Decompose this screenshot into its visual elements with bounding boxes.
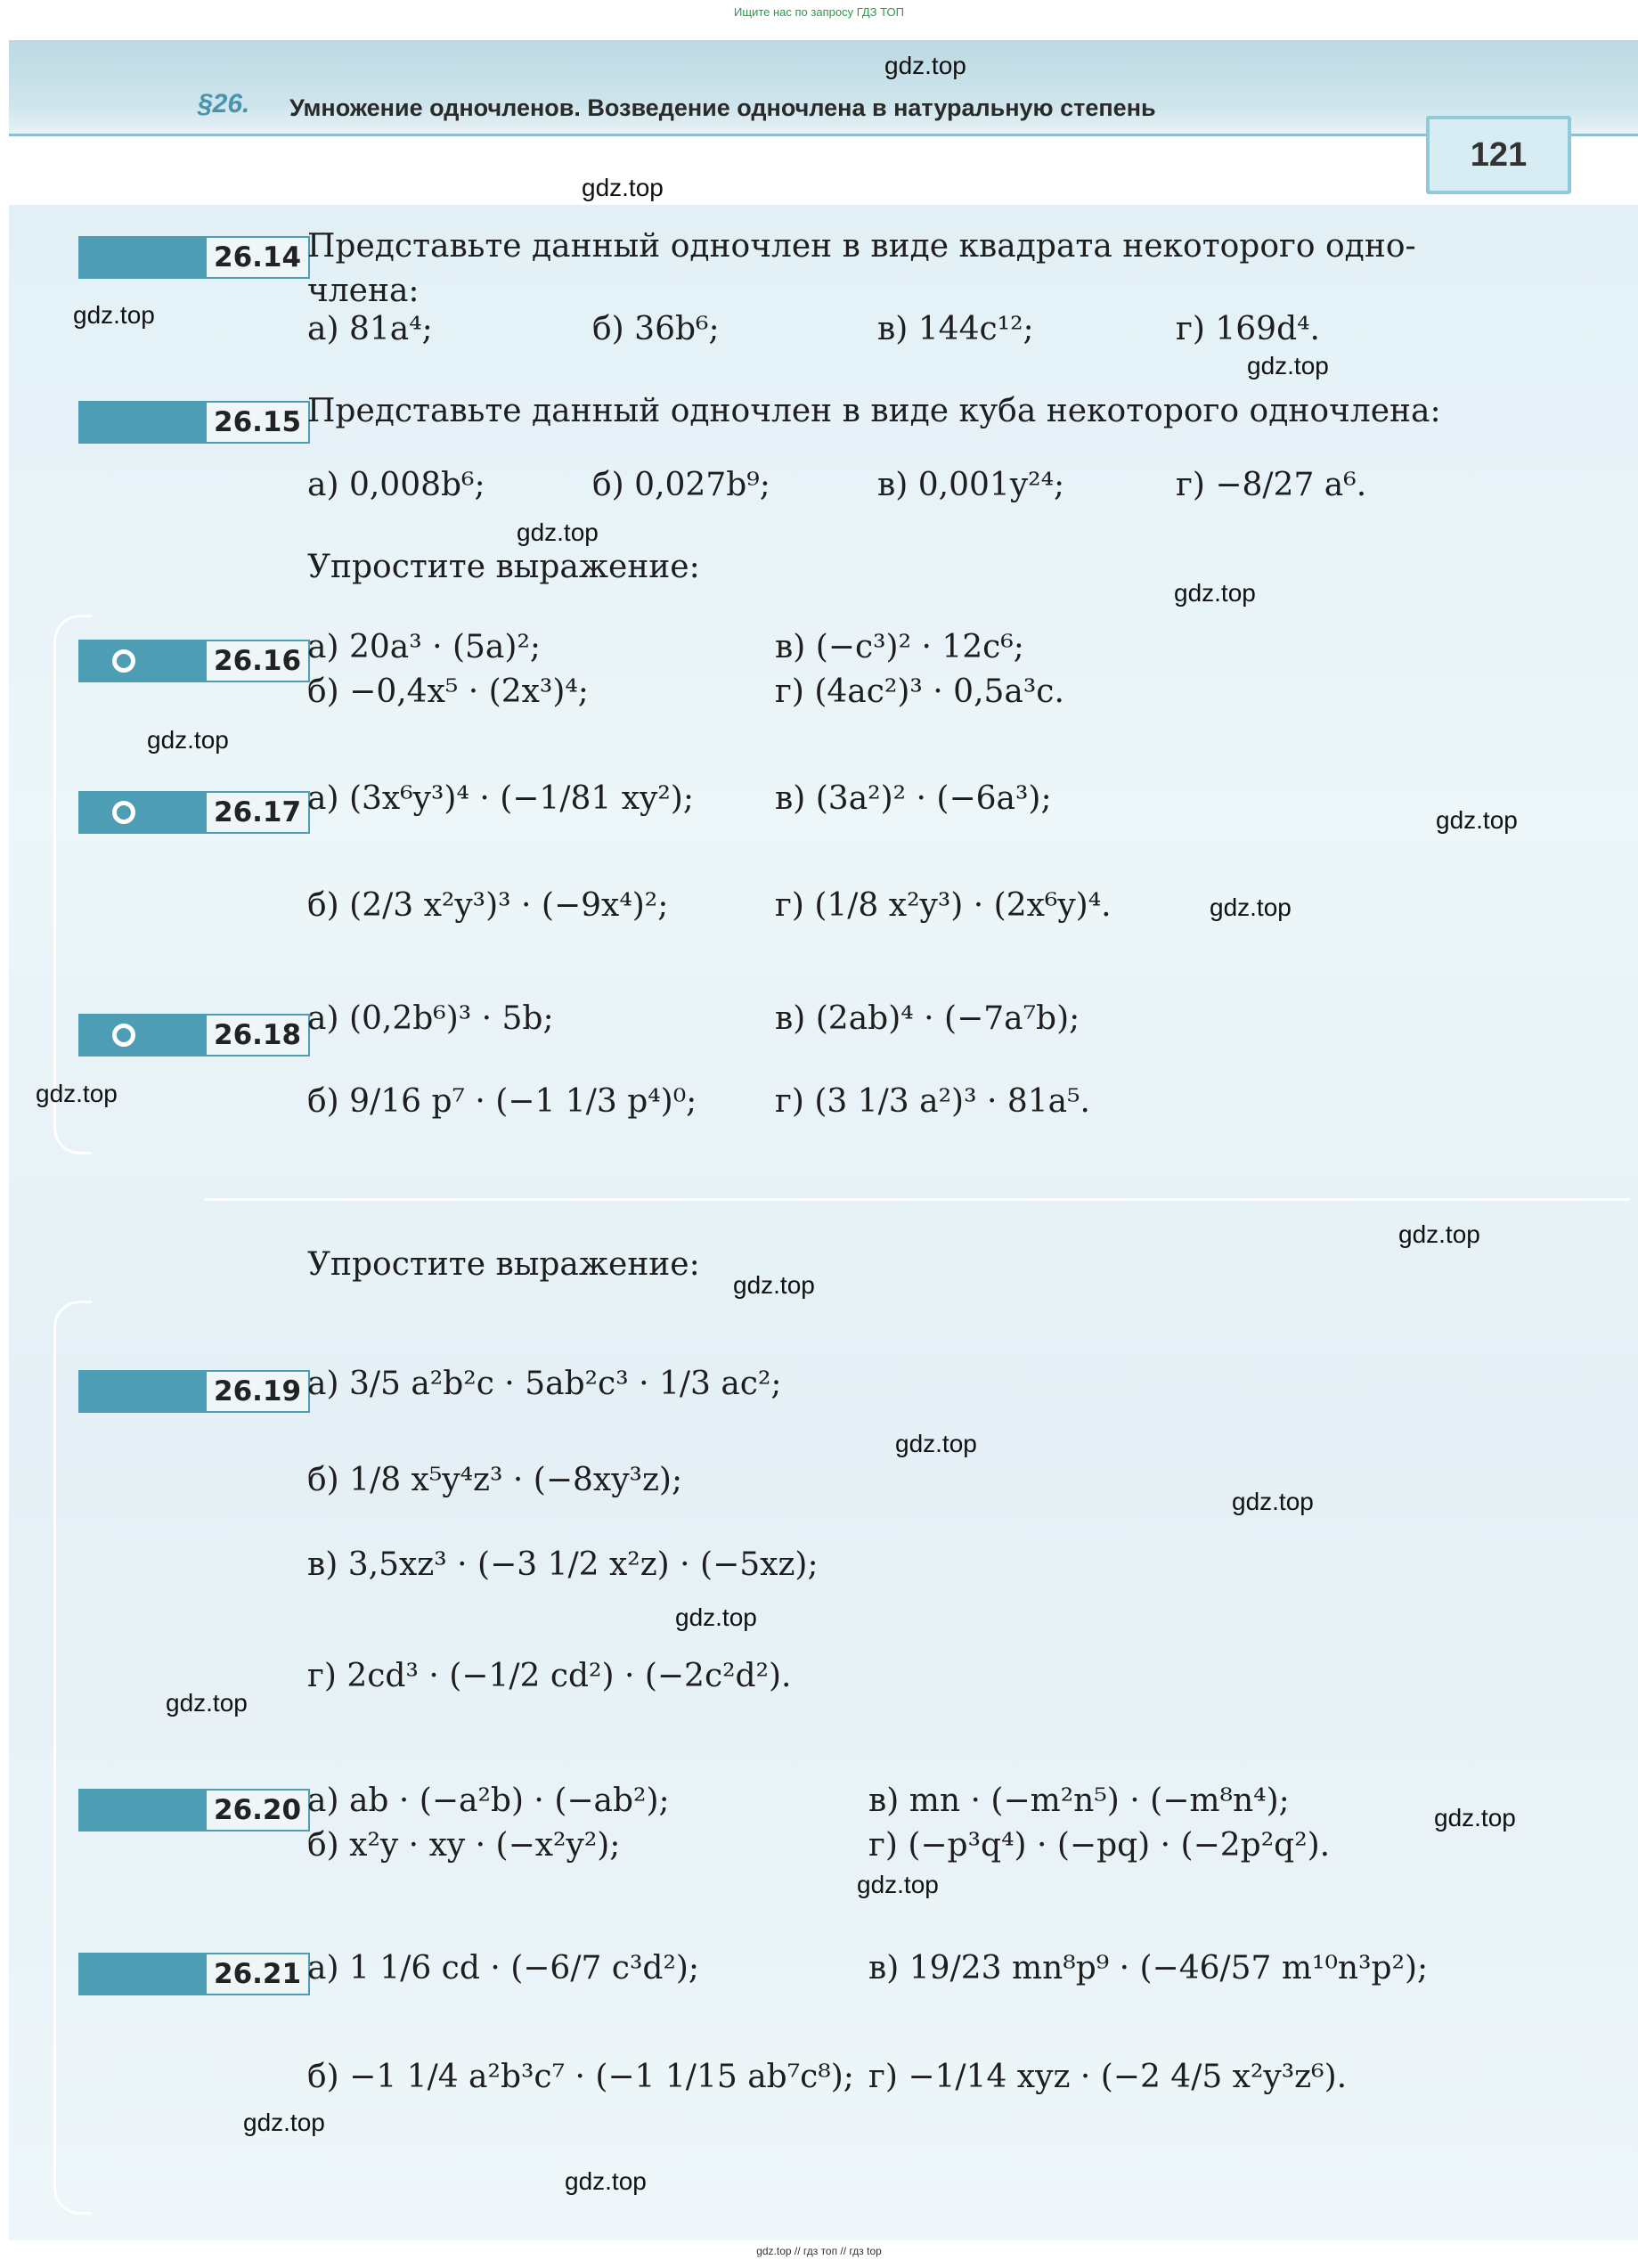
item-c: в) (−c³)² · 12c⁶;: [775, 629, 1024, 665]
watermark: gdz.top: [1174, 579, 1256, 607]
exercise-text: Представьте данный одночлен в виде квадрата некоторого одно-: [307, 228, 1416, 265]
watermark: gdz.top: [147, 726, 229, 754]
watermark: gdz.top: [895, 1430, 977, 1457]
page-number: 121: [1426, 116, 1571, 194]
item-b: б) 36b⁶;: [592, 311, 720, 347]
item-d: г) −1/14 xyz · (−2 4/5 x²y³z⁶).: [868, 2059, 1348, 2095]
exercise-number: 26.17: [205, 791, 310, 834]
item-c: в) (2ab)⁴ · (−7a⁷b);: [775, 1000, 1080, 1037]
item-d: г) (1/8 x²y³) · (2x⁶y)⁴.: [775, 887, 1112, 924]
item-b: б) 1/8 x⁵y⁴z³ · (−8xy³z);: [307, 1462, 683, 1498]
item-a: а) (0,2b⁶)³ · 5b;: [307, 1000, 554, 1037]
item-a: а) 20a³ · (5a)²;: [307, 629, 542, 665]
exercise-number: 26.18: [205, 1014, 310, 1056]
watermark: gdz.top: [517, 518, 599, 546]
watermark: gdz.top: [73, 301, 155, 329]
exercise-number: 26.20: [205, 1789, 310, 1832]
exercise-number: 26.19: [205, 1370, 310, 1413]
watermark: gdz.top: [582, 174, 664, 201]
watermark: gdz.top: [1436, 806, 1518, 834]
exercise-number: 26.14: [205, 236, 310, 279]
instruction: Упростите выражение:: [307, 1246, 700, 1283]
item-c: в) 144c¹²;: [877, 311, 1034, 347]
watermark: gdz.top: [36, 1080, 118, 1107]
item-c: в) 3,5xz³ · (−3 1/2 x²z) · (−5xz);: [307, 1546, 819, 1583]
group-bracket-2: [53, 1301, 92, 2215]
watermark: gdz.top: [1210, 893, 1292, 921]
exercise-number: 26.16: [205, 640, 310, 682]
watermark: gdz.top: [1434, 1804, 1516, 1832]
section-title: Умножение одночленов. Возведение одночлена в натуральную степень: [289, 94, 1156, 121]
item-a: а) 81a⁴;: [307, 311, 433, 347]
exercise-text: члена:: [307, 273, 420, 309]
item-a: а) 3/5 a²b²c · 5ab²c³ · 1/3 ac²;: [307, 1366, 782, 1402]
item-b: б) (2/3 x²y³)³ · (−9x⁴)²;: [307, 887, 669, 924]
item-d: г) (4ac²)³ · 0,5a³c.: [775, 673, 1064, 710]
instruction: Упростите выражение:: [307, 549, 700, 585]
bottom-note[interactable]: gdz.top // гдз топ // гдз top: [756, 2245, 882, 2257]
watermark: gdz.top: [675, 1603, 757, 1631]
top-note[interactable]: Ищите нас по запросу ГДЗ ТОП: [734, 5, 904, 19]
header-divider: [9, 134, 1638, 136]
item-d: г) 169d⁴.: [1176, 311, 1320, 347]
watermark: gdz.top: [733, 1271, 815, 1299]
item-b: б) 0,027b⁹;: [592, 467, 770, 503]
section-number: §26.: [198, 89, 250, 118]
item-a: а) (3x⁶y³)⁴ · (−1/81 xy²);: [307, 780, 694, 817]
item-b: б) −0,4x⁵ · (2x³)⁴;: [307, 673, 589, 710]
exercise-text: Представьте данный одночлен в виде куба некоторого одночлена:: [307, 393, 1441, 429]
item-b: б) 9/16 p⁷ · (−1 1/3 p⁴)⁰;: [307, 1083, 697, 1120]
item-b: б) −1 1/4 a²b³c⁷ · (−1 1/15 ab⁷c⁸);: [307, 2059, 854, 2095]
watermark: gdz.top: [1247, 352, 1329, 379]
item-a: а) ab · (−a²b) · (−ab²);: [307, 1783, 670, 1819]
watermark: gdz.top: [565, 2167, 647, 2195]
watermark: gdz.top: [884, 52, 966, 79]
exercise-number: 26.21: [205, 1953, 310, 1995]
circle-marker-icon: [112, 649, 135, 673]
divider-line: [205, 1198, 1630, 1201]
item-c: в) 0,001y²⁴;: [877, 467, 1065, 503]
item-c: в) 19/23 mn⁸p⁹ · (−46/57 m¹⁰n³p²);: [868, 1950, 1429, 1987]
watermark: gdz.top: [1232, 1488, 1314, 1515]
page-background: [9, 205, 1638, 2240]
item-a: а) 0,008b⁶;: [307, 467, 485, 503]
item-d: г) (3 1/3 a²)³ · 81a⁵.: [775, 1083, 1090, 1120]
item-d: г) 2cd³ · (−1/2 cd²) · (−2c²d²).: [307, 1658, 792, 1694]
item-c: в) mn · (−m²n⁵) · (−m⁸n⁴);: [868, 1783, 1290, 1819]
item-b: б) x²y · xy · (−x²y²);: [307, 1827, 621, 1864]
item-d: г) (−p³q⁴) · (−pq) · (−2p²q²).: [868, 1827, 1331, 1864]
watermark: gdz.top: [243, 2109, 325, 2136]
watermark: gdz.top: [1398, 1220, 1480, 1248]
circle-marker-icon: [112, 1024, 135, 1047]
group-bracket-1: [53, 615, 92, 1154]
item-d: г) −8/27 a⁶.: [1176, 467, 1367, 503]
item-a: а) 1 1/6 cd · (−6/7 c³d²);: [307, 1950, 700, 1987]
watermark: gdz.top: [166, 1689, 248, 1717]
circle-marker-icon: [112, 801, 135, 824]
watermark: gdz.top: [857, 1871, 939, 1898]
exercise-number: 26.15: [205, 401, 310, 444]
item-c: в) (3a²)² · (−6a³);: [775, 780, 1052, 817]
